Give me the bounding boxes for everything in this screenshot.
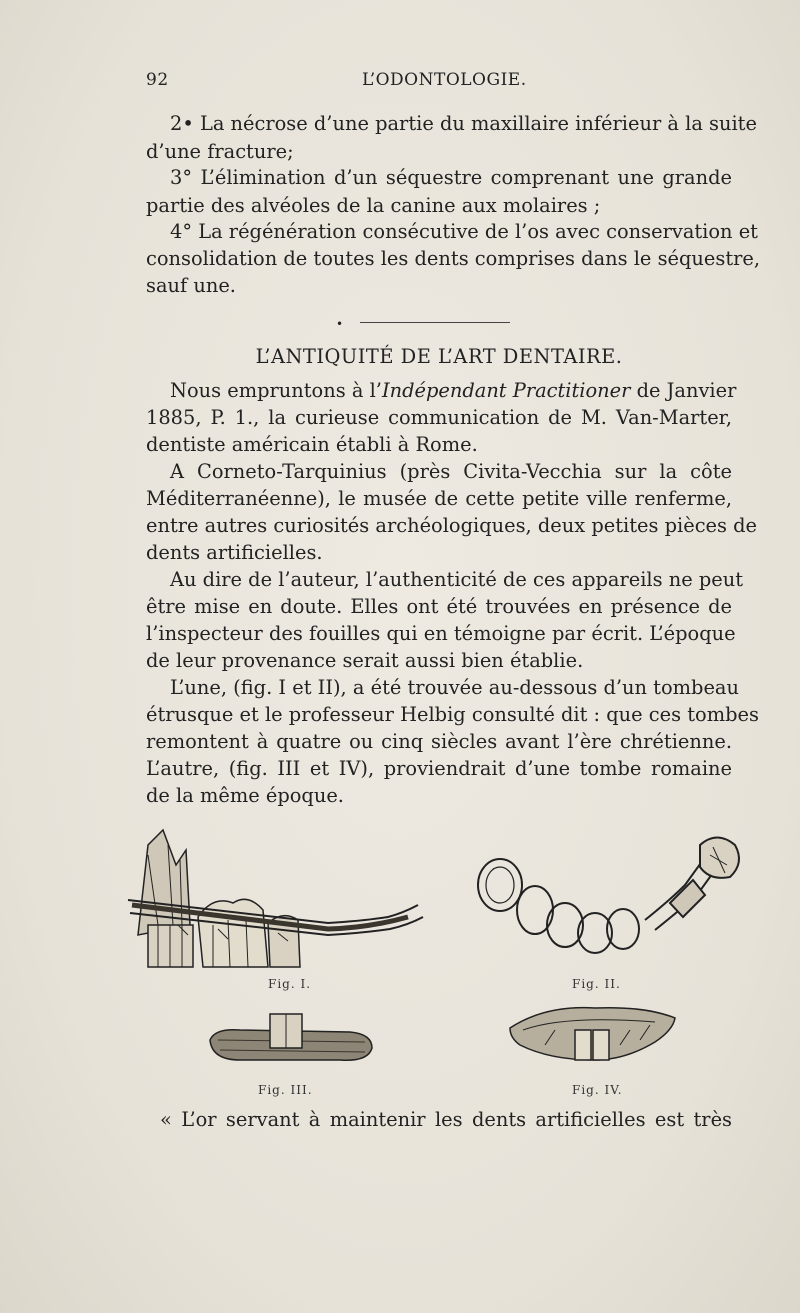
- figure-4-illustration: [505, 1000, 680, 1075]
- text-line: sauf une.: [146, 274, 236, 297]
- figure-1-illustration: [118, 825, 438, 975]
- text-line: de leur provenance serait aussi bien établie.: [146, 649, 584, 672]
- text-line: L’autre, (fig. III et IV), proviendrait d’une tombe romaine: [146, 757, 732, 780]
- text-line: « L’or servant à maintenir les dents artificielles est très: [160, 1108, 732, 1131]
- text-fragment: l’: [369, 379, 382, 402]
- figure-4-caption: Fig. IV.: [572, 1083, 623, 1097]
- figure-2-illustration: [455, 825, 755, 975]
- figure-3-caption: Fig. III.: [258, 1083, 313, 1097]
- text-line: entre autres curiosités archéologiques, deux petites pièces de: [146, 514, 758, 537]
- text-line: étrusque et le professeur Helbig consulté dit : que ces tombes: [146, 703, 759, 726]
- text-line: être mise en doute. Elles ont été trouvées en présence de: [146, 595, 732, 618]
- figure-1-caption: Fig. I.: [268, 977, 312, 991]
- text-line: partie des alvéoles de la canine aux molaires ;: [146, 194, 601, 217]
- italic-title: Indépendant Practitioner: [381, 379, 631, 402]
- text-line: remontent à quatre ou cinq siècles avant l’ère chrétienne.: [146, 730, 732, 753]
- page-number: 92: [146, 70, 169, 90]
- figure-2-caption: Fig. II.: [572, 977, 621, 991]
- section-rule: [360, 322, 510, 323]
- text-line: Méditerranéenne), le musée de cette petite ville renferme,: [146, 487, 732, 510]
- text-line: 3° L’élimination d’un séquestre comprenant une grande: [170, 166, 732, 189]
- section-title: L’ANTIQUITÉ DE L’ART DENTAIRE.: [255, 345, 623, 368]
- text-line: 1885, P. 1., la curieuse communication de M. Van-Marter,: [146, 406, 732, 429]
- text-line: l’inspecteur des fouilles qui en témoigne par écrit. L’époque: [146, 622, 736, 645]
- figure-3-illustration: [200, 1010, 380, 1070]
- text-line: [170, 377, 737, 405]
- separator-dot: •: [336, 317, 344, 331]
- running-header: [146, 70, 732, 100]
- text-line: 4° La régénération consécutive de l’os avec conservation et: [170, 220, 758, 243]
- text-line: L’une, (fig. I et II), a été trouvée au-dessous d’un tombeau: [170, 676, 739, 699]
- text-line: A Corneto-Tarquinius (près Civita-Vecchia sur la côte: [170, 460, 732, 483]
- running-title: L’ODONTOLOGIE.: [362, 70, 527, 90]
- text-line: d’une fracture;: [146, 140, 294, 163]
- text-fragment: Nous empruntons à: [170, 379, 370, 402]
- text-line: consolidation de toutes les dents comprises dans le séquestre,: [146, 247, 761, 270]
- text-line: 2• La nécrose d’une partie du maxillaire inférieur à la suite: [170, 112, 757, 135]
- text-line: dentiste américain établi à Rome.: [146, 433, 478, 456]
- text-line: de la même époque.: [146, 784, 344, 807]
- text-line: dents artificielles.: [146, 541, 323, 564]
- text-fragment: de Janvier: [630, 379, 737, 402]
- text-line: Au dire de l’auteur, l’authenticité de ces appareils ne peut: [170, 568, 744, 591]
